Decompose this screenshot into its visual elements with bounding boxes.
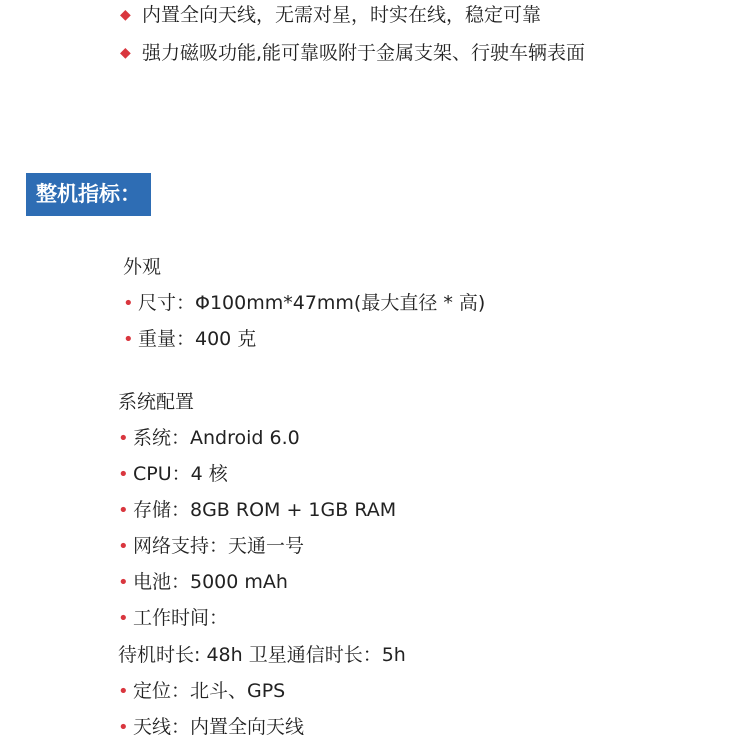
work-time-detail: 待机时长: 48h 卫星通信时长：5h xyxy=(118,644,406,666)
spec-text: 天线：内置全向天线 xyxy=(133,716,305,738)
dot-bullet-icon: • xyxy=(118,428,129,449)
spec-item xyxy=(123,290,485,317)
diamond-bullet-icon: ◆ xyxy=(120,45,131,61)
diamond-bullet-icon: ◆ xyxy=(120,7,131,23)
system-heading: 系统配置 xyxy=(118,391,195,413)
spec-text: 电池：5000 mAh xyxy=(133,571,288,593)
spec-item xyxy=(123,326,256,353)
dot-bullet-icon: • xyxy=(118,464,129,485)
dot-bullet-icon: • xyxy=(118,572,129,593)
dot-bullet-icon: • xyxy=(118,536,129,557)
feature-item xyxy=(120,2,541,28)
spec-text: 定位：北斗、GPS xyxy=(133,680,286,702)
dot-bullet-icon: • xyxy=(118,500,129,521)
dot-bullet-icon: • xyxy=(118,681,129,702)
dot-bullet-icon: • xyxy=(123,293,134,314)
feature-text: 强力磁吸功能,能可靠吸附于金属支架、行驶车辆表面 xyxy=(142,42,586,64)
spec-item xyxy=(118,714,304,741)
spec-text: 网络支持：天通一号 xyxy=(133,535,305,557)
spec-item xyxy=(118,497,396,524)
spec-item xyxy=(118,678,285,705)
feature-text: 内置全向天线，无需对星，时实在线，稳定可靠 xyxy=(142,4,542,26)
spec-text: 系统：Android 6.0 xyxy=(133,427,300,449)
spec-item xyxy=(118,425,300,452)
spec-item xyxy=(118,605,228,632)
spec-item xyxy=(118,569,288,596)
appearance-heading: 外观 xyxy=(123,256,162,278)
spec-text: 尺寸：Φ100mm*47mm(最大直径 * 高) xyxy=(138,292,486,314)
spec-item xyxy=(118,533,304,560)
spec-text: 重量：400 克 xyxy=(138,328,257,350)
spec-text: CPU：4 核 xyxy=(133,463,228,485)
spec-text: 工作时间： xyxy=(133,607,229,629)
dot-bullet-icon: • xyxy=(118,608,129,629)
feature-item xyxy=(120,40,585,66)
dot-bullet-icon: • xyxy=(123,329,134,350)
section-title: 整机指标： xyxy=(26,173,151,216)
dot-bullet-icon: • xyxy=(118,717,129,738)
spec-item xyxy=(118,461,228,488)
spec-text: 存储：8GB ROM + 1GB RAM xyxy=(133,499,397,521)
